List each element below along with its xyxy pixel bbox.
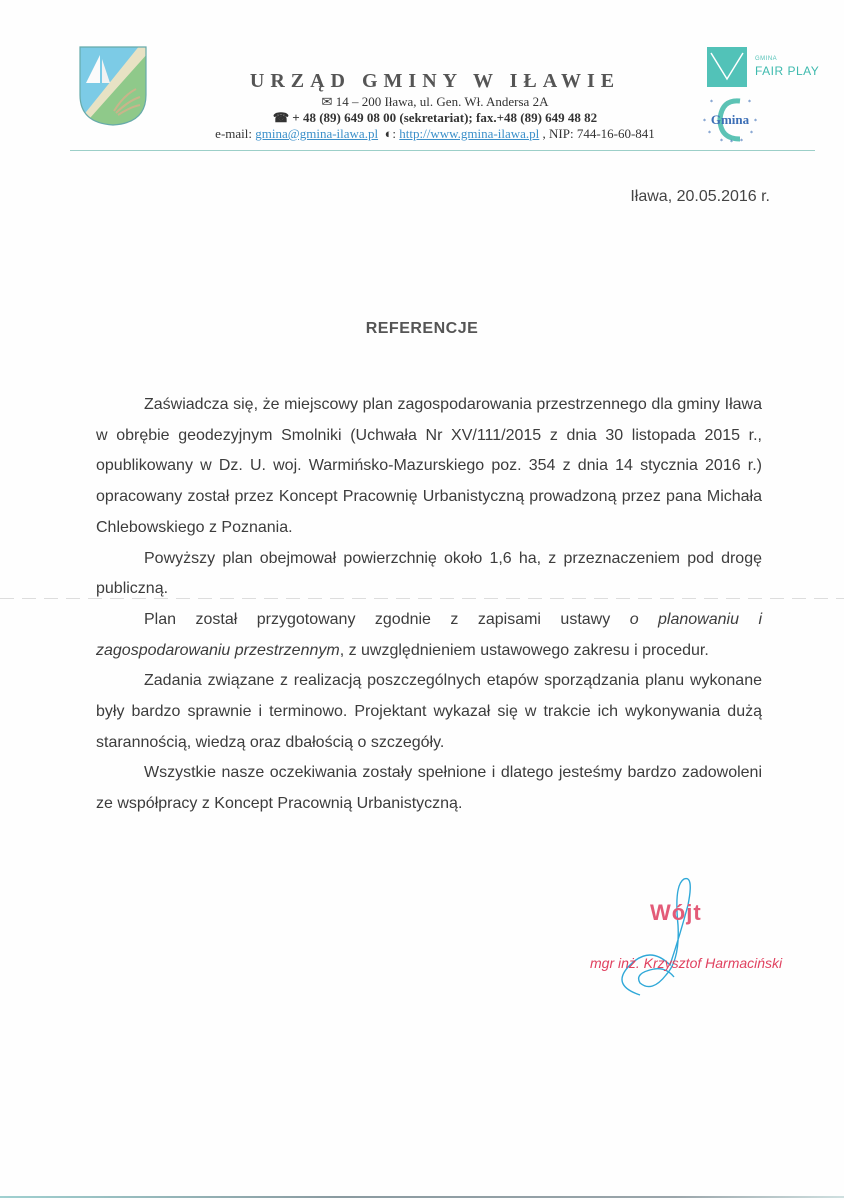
office-contact — [170, 126, 700, 142]
website-link[interactable]: http://www.gmina-ilawa.pl — [399, 126, 540, 141]
stamp-name: mgr inż. Krzysztof Harmaciński — [590, 955, 783, 971]
svg-text:*: * — [708, 130, 711, 137]
fair-play-logo — [707, 47, 747, 87]
coat-of-arms-logo — [78, 45, 148, 127]
svg-text:*: * — [750, 130, 753, 137]
svg-text:*: * — [703, 118, 706, 125]
svg-text:*: * — [710, 99, 713, 106]
svg-text:*: * — [730, 139, 733, 145]
phone-text: + 48 (89) 649 08 00 (sekretariat); fax.+48 (89) 649 48 82 — [292, 110, 598, 125]
svg-text:*: * — [720, 138, 723, 145]
paragraph-3-text-a: Plan został przygotowany zgodnie z zapisami ustawy — [144, 610, 630, 628]
svg-text:Gmina: Gmina — [710, 112, 750, 127]
checkmark-icon — [707, 47, 747, 87]
paragraph-3-text-b: , z uwzględnieniem ustawowego zakresu i procedur. — [339, 641, 709, 659]
paragraph-2: Powyższy plan obejmował powierzchnię około 1,6 ha, z przeznaczeniem pod drogę publiczną. — [96, 549, 762, 598]
email-link[interactable]: gmina@gmina-ilawa.pl — [255, 126, 379, 141]
act-title: o planowaniu i zagospodarowaniu przestrzennym — [96, 610, 762, 659]
nip-text: , NIP: 744-16-60-841 — [539, 126, 655, 141]
phone-icon: ☎ — [272, 110, 293, 125]
stamp-title: Wójt — [650, 900, 702, 925]
paragraph-4: Zadania związane z realizacją poszczególnych etapów sporządzania planu wykonane były bardzo sprawnie i terminowo. Projektant wykazał się w trakcie ich wykonywania dużą starannością, wiedzą oraz dbałością o szczegóły. — [96, 672, 762, 751]
email-label: e-mail: — [215, 126, 256, 141]
office-name: URZĄD GMINY W IŁAWIE — [249, 70, 621, 92]
paragraph-5: Wszystkie nasze oczekiwania zostały spełnione i dlatego jesteśmy bardzo zadowoleni ze współpracy z Koncept Pracownią Urbanistyczną. — [96, 764, 762, 813]
gmina-euro-logo — [700, 95, 760, 145]
paragraph-1: Zaświadcza się, że miejscowy plan zagospodarowania przestrzennego dla gminy Iława w obrębie geodezyjnym Smolniki (Uchwała Nr XV/111/2015 z dnia 30 listopada 2015 r., opublikowany w Dz. U. woj. Warmińsko-Mazurskiego poz. 354 z dnia 14 stycznia 2016 r.) opracowany został przez Koncept Pracownię Urbanistyczną prowadzoną przez pana Michała Chlebowskiego z Poznania. — [96, 396, 762, 536]
fair-play-text: FAIR PLAY — [755, 64, 820, 78]
web-label: : — [392, 126, 400, 141]
letter-title: REFERENCJE — [365, 320, 479, 337]
scan-edge-line — [0, 1196, 844, 1198]
svg-text:*: * — [748, 99, 751, 106]
svg-text:*: * — [740, 138, 743, 145]
handwritten-signature — [570, 865, 800, 1005]
scan-artifact-line — [0, 598, 844, 599]
address-text: 14 – 200 Iława, ul. Gen. Wł. Andersa 2A — [335, 94, 549, 109]
fair-play-small-text: GMINA — [755, 56, 778, 62]
header-divider — [70, 150, 815, 151]
paragraph-3 — [96, 605, 762, 666]
globe-icon: ◐ — [384, 126, 393, 141]
envelope-icon: ✉ — [321, 94, 336, 109]
office-phone — [170, 110, 700, 126]
letter-body — [96, 390, 762, 820]
office-address — [170, 94, 700, 110]
svg-text:*: * — [754, 118, 757, 125]
letter-date: Iława, 20.05.2016 r. — [630, 188, 770, 205]
